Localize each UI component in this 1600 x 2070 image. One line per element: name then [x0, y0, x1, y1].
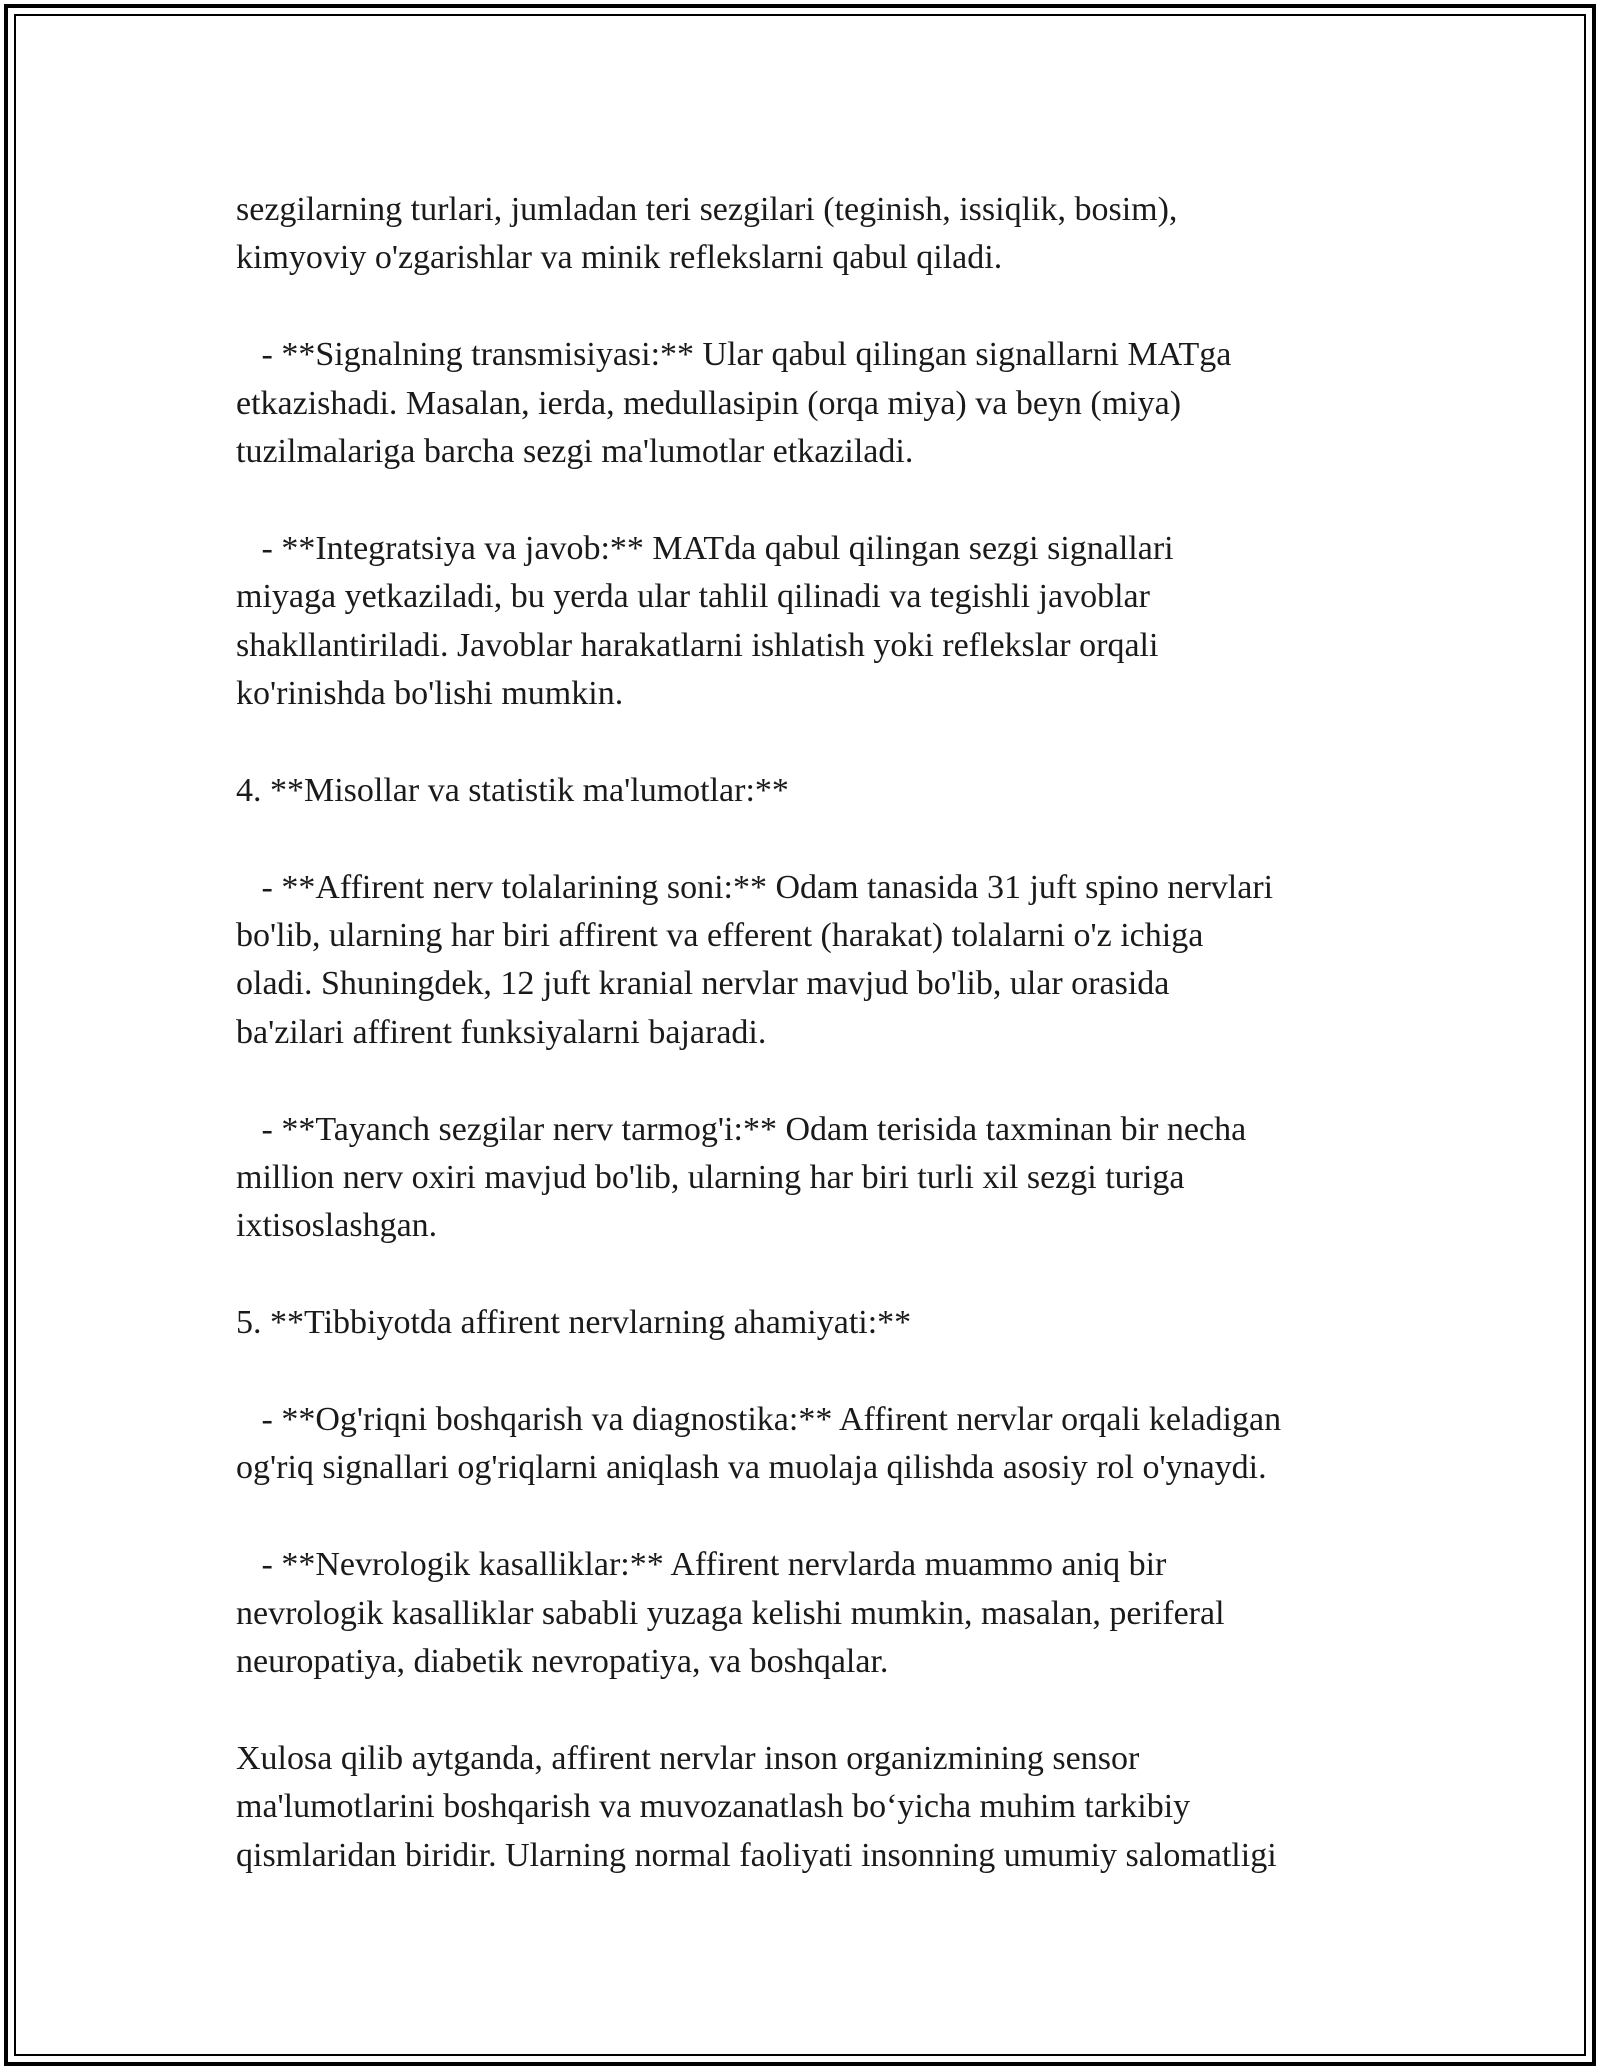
text-line: Xulosa qilib aytganda, affirent nervlar inson organizmining sensor [236, 1739, 1140, 1777]
text-line: kimyoviy o'zgarishlar va minik reflekslarni qabul qiladi. [236, 239, 1003, 277]
text-line: million nerv oxiri mavjud bo'lib, ularning har biri turli xil sezgi turiga [236, 1159, 1185, 1197]
text-line: oladi. Shuningdek, 12 juft kranial nervlar mavjud bo'lib, ular orasida [236, 965, 1170, 1003]
document-body [236, 186, 1386, 1880]
text-line: tuzilmalariga barcha sezgi ma'lumotlar etkaziladi. [236, 433, 914, 471]
paragraph-fiber-count [236, 864, 1386, 1058]
text-line: ixtisoslashgan. [236, 1207, 438, 1245]
section-heading-examples [236, 767, 1386, 815]
text-line: - **Signalning transmisiyasi:** Ular qabul qilingan signallarni MATga [236, 336, 1232, 374]
text-line: bo'lib, ularning har biri affirent va efferent (harakat) tolalarni o'z ichiga [236, 917, 1204, 955]
paragraph-pain-management [236, 1396, 1386, 1493]
text-line: ko'rinishda bo'lishi mumkin. [236, 675, 624, 713]
paragraph-conclusion [236, 1735, 1386, 1880]
text-line: ma'lumotlarini boshqarish va muvozanatlash bo‘yicha muhim tarkibiy [236, 1788, 1191, 1826]
text-line: - **Og'riqni boshqarish va diagnostika:** Affirent nervlar orqali keladigan [236, 1401, 1282, 1439]
text-line: miyaga yetkaziladi, bu yerda ular tahlil qilinadi va tegishli javoblar [236, 578, 1150, 616]
text-line: nevrologik kasalliklar sababli yuzaga kelishi mumkin, masalan, periferal [236, 1594, 1225, 1632]
text-line: sezgilarning turlari, jumladan teri sezgilari (teginish, issiqlik, bosim), [236, 191, 1178, 228]
text-line: ba'zilari affirent funksiyalarni bajaradi. [236, 1013, 767, 1051]
text-line: - **Nevrologik kasalliklar:** Affirent nervlarda muammo aniq bir [236, 1546, 1167, 1584]
paragraph-nerve-network [236, 1106, 1386, 1251]
text-line: - **Affirent nerv tolalarining soni:** Odam tanasida 31 juft spino nervlari [236, 868, 1274, 906]
section-heading-medicine [236, 1299, 1386, 1347]
text-line: qismlaridan biridir. Ularning normal faoliyati insonning umumiy salomatligi [236, 1836, 1277, 1874]
text-line: - **Tayanch sezgilar nerv tarmog'i:** Odam terisida taxminan bir necha [236, 1110, 1247, 1148]
text-line: etkazishadi. Masalan, ierda, medullasipin (orqa miya) va beyn (miya) [236, 384, 1182, 422]
text-line: neuropatiya, diabetik nevropatiya, va boshqalar. [236, 1643, 889, 1681]
paragraph-integration-response [236, 525, 1386, 719]
paragraph-sensation-types [236, 186, 1386, 283]
text-line: - **Integratsiya va javob:** MATda qabul qilingan sezgi signallari [236, 529, 1174, 567]
paragraph-neurological-diseases [236, 1541, 1386, 1686]
text-line: 5. **Tibbiyotda affirent nervlarning ahamiyati:** [236, 1304, 912, 1342]
text-line: og'riq signallari og'riqlarni aniqlash va muolaja qilishda asosiy rol o'ynaydi. [236, 1449, 1267, 1487]
text-line: shakllantiriladi. Javoblar harakatlarni ishlatish yoki reflekslar orqali [236, 626, 1159, 664]
text-line: 4. **Misollar va statistik ma'lumotlar:** [236, 771, 789, 809]
paragraph-signal-transmission [236, 331, 1386, 476]
